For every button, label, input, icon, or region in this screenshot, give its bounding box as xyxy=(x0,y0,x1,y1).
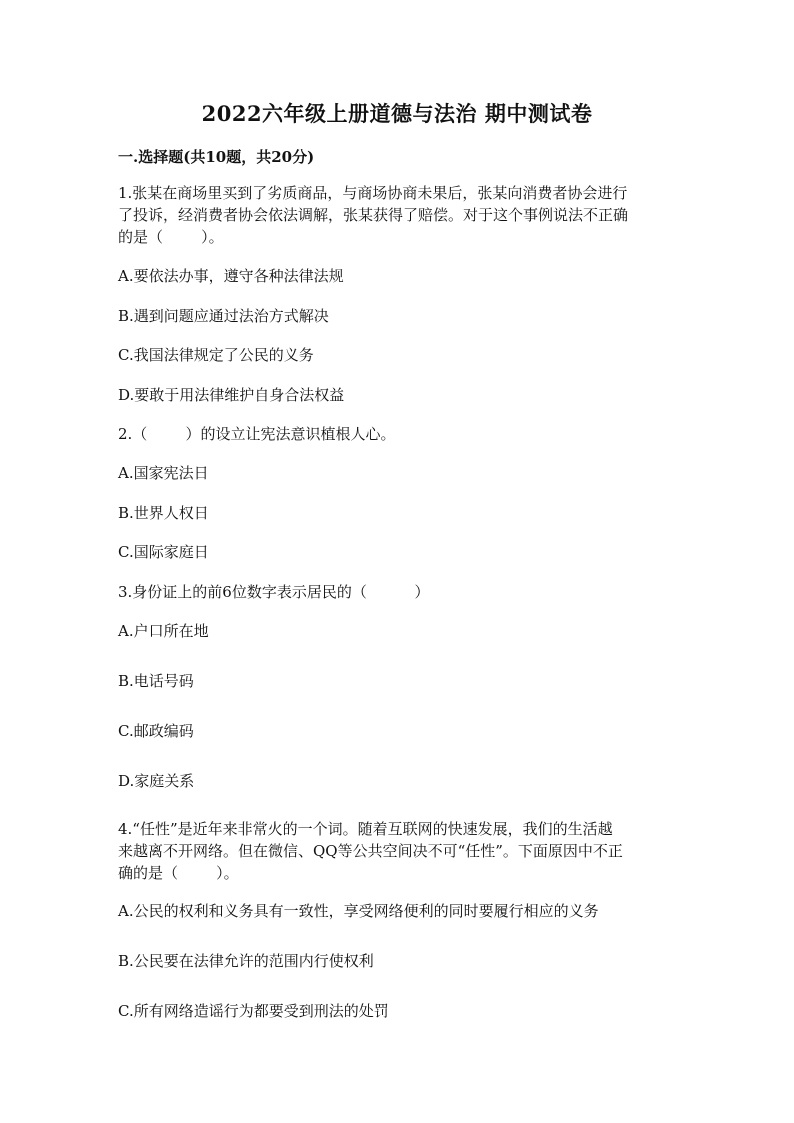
question-4-stem xyxy=(118,818,678,884)
question-1-option-c: C.我国法律规定了公民的义务 xyxy=(118,346,314,364)
question-1-stem xyxy=(118,182,678,248)
question-2-stem: 2.（ ）的设立让宪法意识植根人心。 xyxy=(118,425,396,443)
exam-title: 2022六年级上册道德与法治 期中测试卷 xyxy=(201,101,593,126)
question-3-option-b: B.电话号码 xyxy=(118,672,194,690)
question-2-option-b: B.世界人权日 xyxy=(118,504,209,522)
question-4-option-b: B.公民要在法律允许的范围内行使权利 xyxy=(118,952,374,970)
question-2-option-a: A.国家宪法日 xyxy=(118,464,209,482)
question-1-option-b: B.遇到问题应通过法治方式解决 xyxy=(118,307,329,325)
question-3-stem: 3.身份证上的前6位数字表示居民的（ ） xyxy=(118,583,430,601)
question-1-stem-line-1: 1.张某在商场里买到了劣质商品，与商场协商未果后，张某向消费者协会进行 xyxy=(118,184,628,202)
question-1-stem-line-2: 了投诉，经消费者协会依法调解，张某获得了赔偿。对于这个事例说法不正确 xyxy=(118,206,629,224)
section-heading: 一.选择题(共10题，共20分) xyxy=(118,148,315,166)
question-4-stem-line-3: 确的是（ ）。 xyxy=(118,864,239,882)
question-2-option-c: C.国际家庭日 xyxy=(118,543,209,561)
question-1-option-a: A.要依法办事，遵守各种法律法规 xyxy=(118,267,344,285)
question-4-option-a: A.公民的权利和义务具有一致性，享受网络便利的同时要履行相应的义务 xyxy=(118,902,599,920)
question-1-option-d: D.要敢于用法律维护自身合法权益 xyxy=(118,386,345,404)
question-3-option-a: A.户口所在地 xyxy=(118,622,209,640)
question-3-option-c: C.邮政编码 xyxy=(118,722,194,740)
question-4-option-c: C.所有网络造谣行为都要受到刑法的处罚 xyxy=(118,1002,389,1020)
question-4-stem-line-1: 4.“任性”是近年来非常火的一个词。随着互联网的快速发展，我们的生活越 xyxy=(118,820,613,838)
question-4-stem-line-2: 来越离不开网络。但在微信、QQ等公共空间决不可“任性”。下面原因中不正 xyxy=(118,842,623,860)
question-1-stem-line-3: 的是（ ）。 xyxy=(118,228,224,246)
question-3-option-d: D.家庭关系 xyxy=(118,772,195,790)
